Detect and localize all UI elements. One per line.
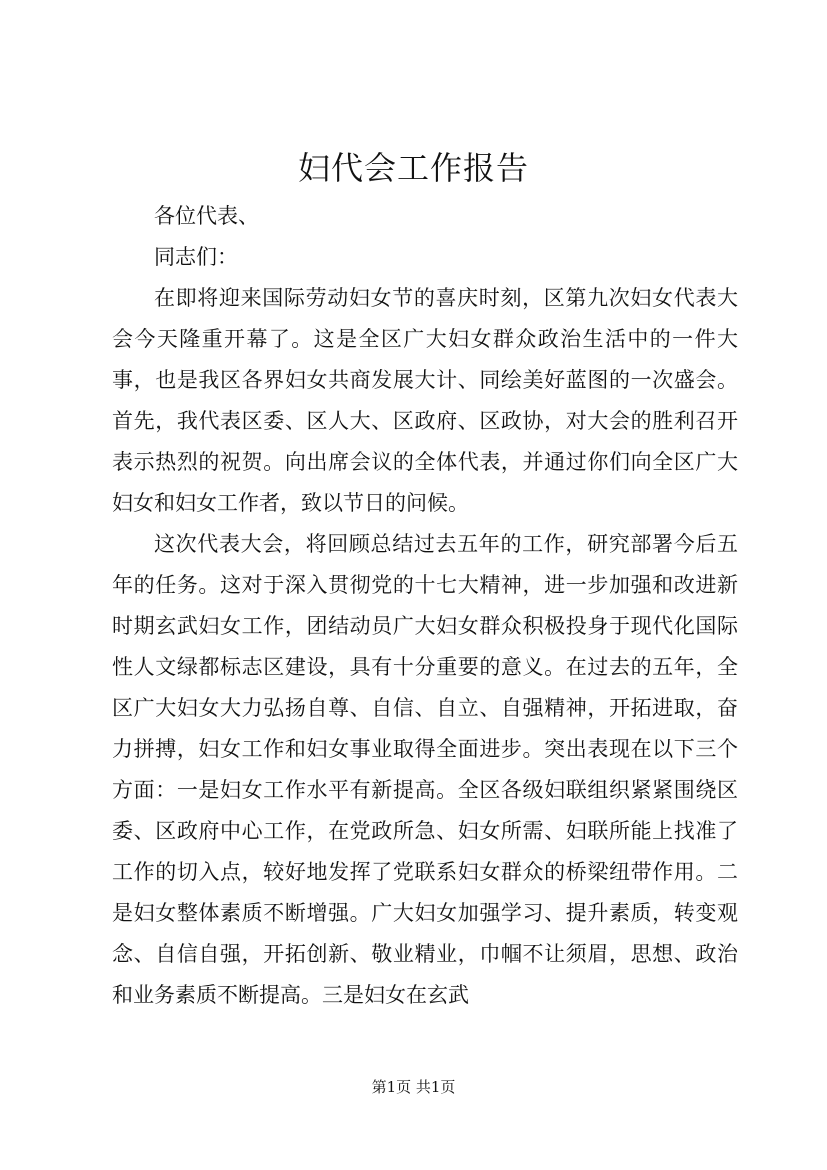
salutation-line: 各位代表、 [154, 204, 259, 228]
page-footer: 第1页 共1页 [371, 1078, 456, 1096]
document-body [112, 196, 738, 1016]
salutation-line: 同志们： [154, 245, 238, 269]
body-paragraph: 这次代表大会，将回顾总结过去五年的工作，研究部署今后五年的任务。这对于深入贯彻党的十七大精神，进一步加强和改进新时期玄武妇女工作，团结动员广大妇女群众积极投身于现代化国际性人文绿都标志区建设，具有十分重要的意义。在过去的五年，全区广大妇女大力弘扬自尊、自信、自立、自强精神，开拓进取，奋力拼搏，妇女工作和妇女事业取得全面进步。突出表现在以下三个方面：一是妇女工作水平有新提高。全区各级妇联组织紧紧围绕区委、区政府中心工作，在党政所急、妇女所需、妇联所能上找准了工作的切入点，较好地发挥了党联系妇女群众的桥梁纽带作用。二是妇女整体素质不断增强。广大妇女加强学习、提升素质，转变观念、自信自强，开拓创新、敬业精业，巾帼不让须眉，思想、政治和业务素质不断提高。三是妇女在玄武 [112, 532, 738, 1007]
document-title: 妇代会工作报告 [297, 149, 529, 187]
body-paragraph: 在即将迎来国际劳动妇女节的喜庆时刻，区第九次妇女代表大会今天隆重开幕了。这是全区广大妇女群众政治生活中的一件大事，也是我区各界妇女共商发展大计、同绘美好蓝图的一次盛会。首先，我代表区委、区人大、区政府、区政协，对大会的胜利召开表示热烈的祝贺。向出席会议的全体代表，并通过你们向全区广大妇女和妇女工作者，致以节日的问候。 [112, 286, 738, 515]
